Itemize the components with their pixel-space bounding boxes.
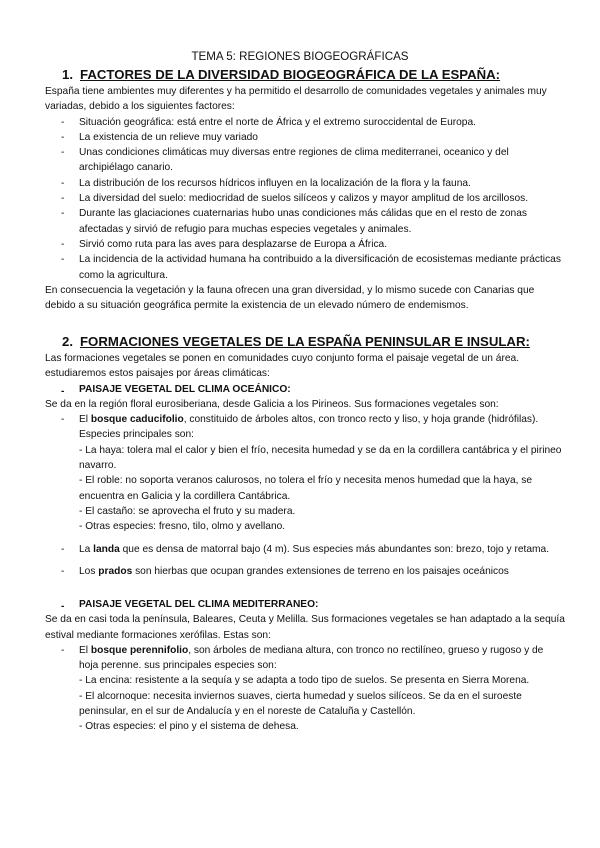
landa-text: que es densa de matorral bajo (4 m). Sus especies más abundantes son: brezo, tojo y retama. [119, 543, 550, 555]
document-title: TEMA 5: REGIONES BIOGEOGRÁFICAS [191, 50, 409, 63]
list-item: - La distribución de los recursos hídricos influyen en la localización de la flora y la fauna. [45, 176, 565, 191]
bosque-perennifolio-pre: El [79, 644, 91, 656]
species-item: - El alcornoque: necesita inviernos suaves, cierta humedad y suelos silíceos. Se da en el suroeste peninsular, en el sur de Andalucía y en el noreste de Cataluña y Castellón. [79, 690, 522, 718]
oceanic-intro: Se da en la región floral eurosiberiana, desde Galicia a los Pirineos. Sus formaciones vegetales son: [45, 398, 499, 410]
list-item [45, 564, 565, 579]
oceanic-formations-list [45, 412, 565, 579]
section-1-title: FACTORES DE LA DIVERSIDAD BIOGEOGRÁFICA DE LA ESPAÑA: [80, 67, 501, 82]
landa-pre: La [79, 543, 94, 555]
species-item: - La encina: resistente a la sequía y se adapta a todo tipo de suelos. Se presenta en Sierra Morena. [79, 675, 530, 687]
mediterranean-block [45, 597, 565, 735]
section-2-intro: Las formaciones vegetales se ponen en comunidades cuyo conjunto forma el paisaje vegetal de un área. estudiaremos estos paisajes por áreas climáticas: [45, 353, 520, 380]
section-1-heading [62, 67, 500, 83]
mediterranean-subheading-row [45, 599, 318, 610]
mediterranean-subheading-wrap [45, 597, 565, 612]
species-item: - Otras especies: el pino y el sistema de dehesa. [79, 721, 299, 733]
prados-pre: Los [79, 565, 99, 577]
oceanic-subheading: - PAISAJE VEGETAL DEL CLIMA OCEÁNICO: [45, 384, 291, 395]
section-2-intro-block [45, 351, 565, 579]
section-1-intro: España tiene ambientes muy diferentes y ha permitido el desarrollo de comunidades vegetales y animales muy variadas, debido a los siguientes factores: [45, 86, 547, 113]
bosque-caducifolio-text: , constituido de árboles altos, con tronco recto y liso, y hoja grande (hidrófilas). Especies principales son: [79, 414, 539, 441]
mediterranean-intro: Se da en casi toda la península, Baleares, Ceuta y Melilla. Sus formaciones vegetales se han adaptado a la sequía estival mediante formaciones xerófilas. Estas son: [45, 614, 565, 641]
prados-text: son hierbas que ocupan grandes extensiones de terreno en los paisajes oceánicos [132, 565, 509, 577]
list-item [45, 542, 565, 557]
landa-term: landa [93, 543, 120, 555]
list-item: - Situación geográfica: está entre el norte de África y el extremo suroccidental de Europa. [45, 115, 565, 130]
list-item: - La existencia de un relieve muy variado [45, 130, 565, 145]
list-item [45, 643, 565, 735]
list-item [45, 412, 565, 534]
list-item: - La diversidad del suelo: mediocridad de suelos silíceos y calizos y mayor amplitud de los arcillosos. [45, 191, 565, 206]
oceanic-subheading-wrap [45, 382, 565, 397]
section-1-body [45, 84, 565, 313]
list-item: - Unas condiciones climáticas muy diversas entre regiones de clima mediterranei, oceanico y del archipiélago canario. [45, 145, 565, 176]
mediterranean-subheading: - PAISAJE VEGETAL DEL CLIMA MEDITERRANEO: [45, 599, 318, 610]
species-item: - El castaño: se aprovecha el fruto y su madera. [79, 505, 296, 517]
species-item: - La haya: tolera mal el calor y bien el frío, necesita humedad y se da en la cordillera cantábrica y el pirineo navarro. [79, 444, 562, 472]
section-2-title: FORMACIONES VEGETALES DE LA ESPAÑA PENINSULAR E INSULAR: [80, 334, 530, 349]
prados-term: prados [98, 565, 133, 577]
section-2-heading [62, 334, 530, 350]
section-1-number: 1. [62, 67, 73, 82]
list-item: - La incidencia de la actividad humana ha contribuido a la diversificación de ecosistemas mediante prácticas como la agricultura. [45, 252, 565, 283]
species-item: - Otras especies: fresno, tilo, olmo y avellano. [79, 521, 286, 533]
bosque-perennifolio-term: bosque perennifolio [90, 644, 189, 656]
section-2-number: 2. [62, 334, 73, 349]
factors-list [45, 115, 565, 283]
species-item: - El roble: no soporta veranos calurosos, no tolera el frío y necesita menos humedad que la haya, se encuentra en Galicia y la cordillera Cantábrica. [79, 475, 533, 502]
bosque-perennifolio-text: , son árboles de mediana altura, con tronco no rectilíneo, grueso y rugoso y de hoja perenne. sus principales especies son: [79, 644, 544, 672]
section-1-conclusion: En consecuencia la vegetación y la fauna ofrecen una gran diversidad, y lo mismo sucede con Canarias que debido a su situación geográfica permite la existencia de un elevado número de endemismos. [45, 284, 535, 312]
list-item: - Durante las glaciaciones cuaternarias hubo unas condiciones más cálidas que en el resto de zonas afectadas y sirvió de refugio para muchas especies vegetales y animales. [45, 206, 565, 237]
bosque-caducifolio-pre: El [79, 414, 91, 426]
list-item: - Sirvió como ruta para las aves para desplazarse de Europa a África. [45, 237, 565, 252]
mediterranean-formations-list [45, 643, 565, 735]
bosque-caducifolio-term: bosque caducifolio [90, 414, 184, 426]
